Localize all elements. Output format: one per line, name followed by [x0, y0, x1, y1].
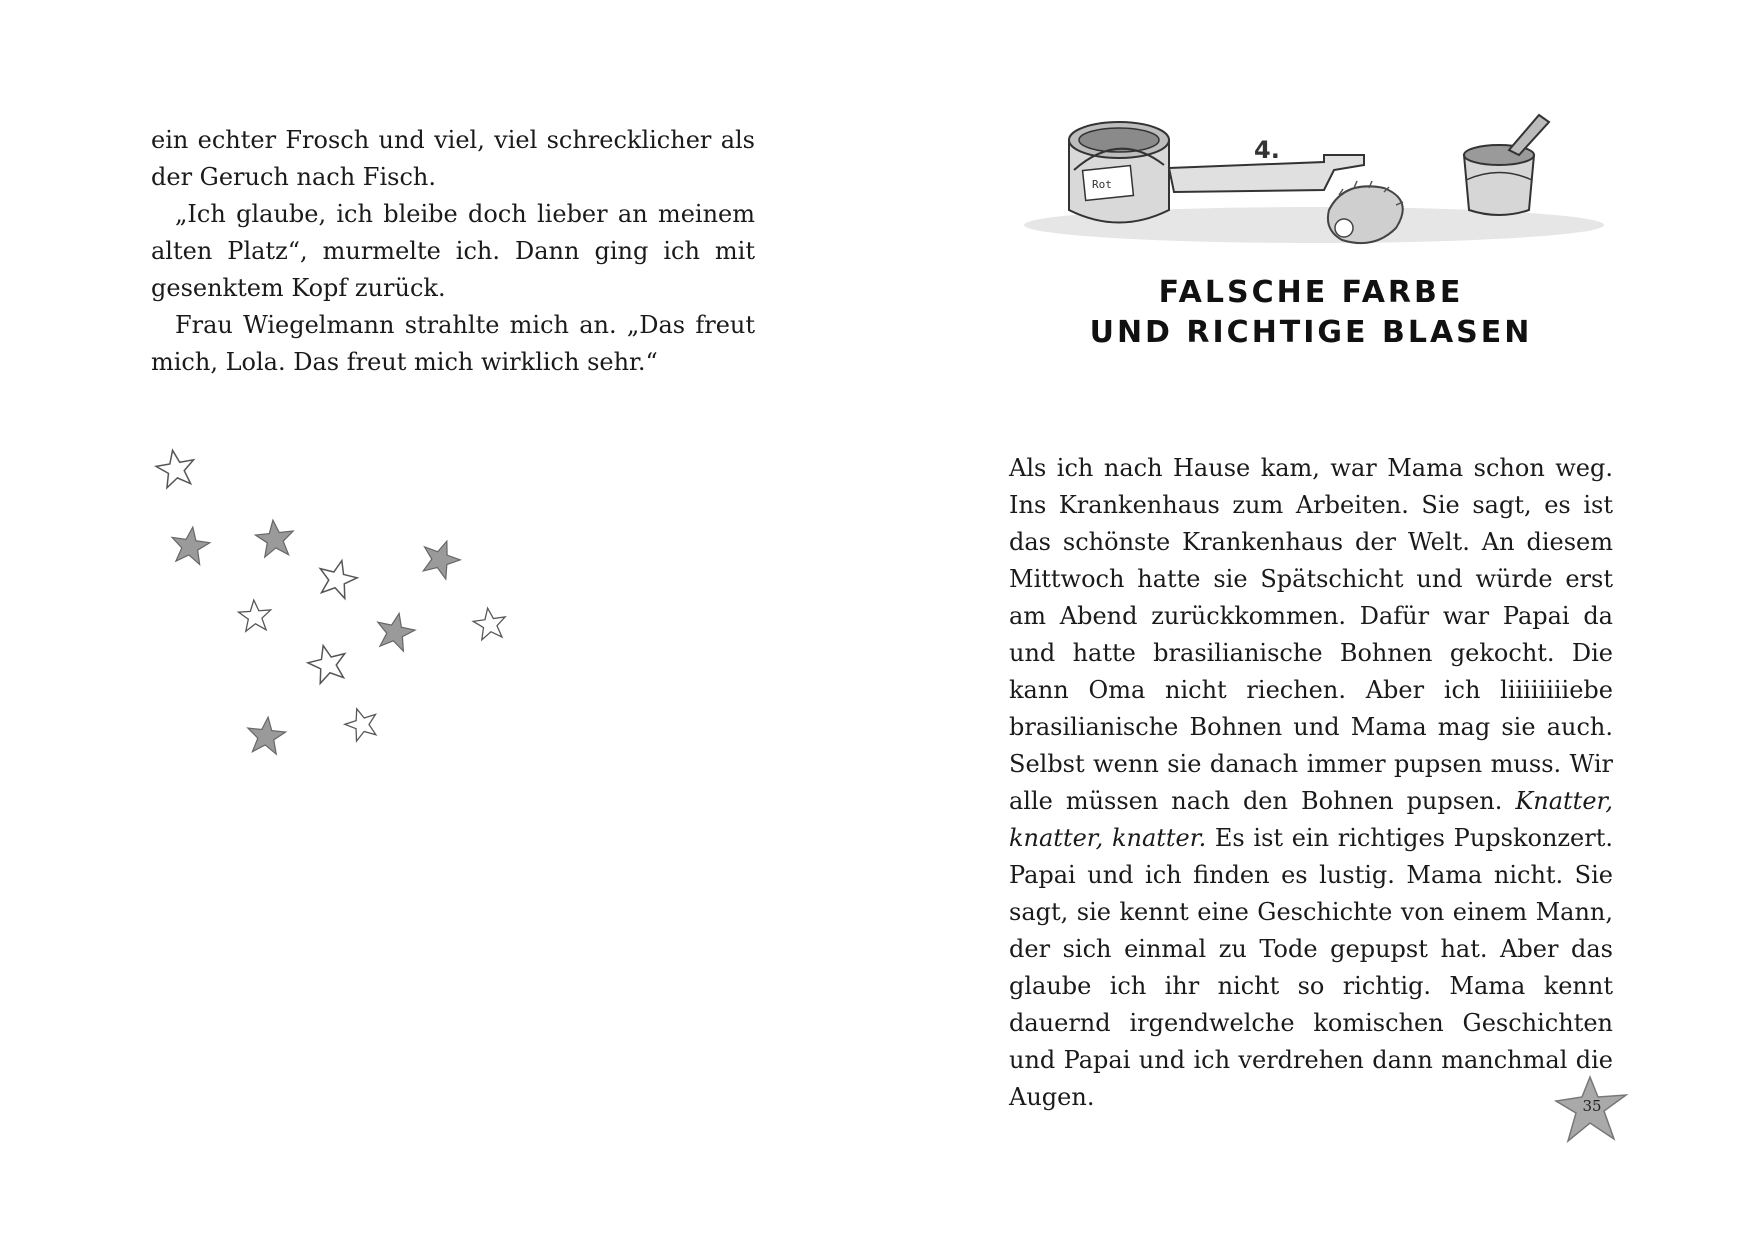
star-icon: [254, 518, 296, 558]
page-number-badge: [1552, 1075, 1632, 1145]
left-paragraph-1: ein echter Frosch und viel, viel schrecklicher als der Geruch nach Fisch.: [151, 126, 755, 191]
star-icon: [373, 609, 418, 652]
body-text-part-2: Es ist ein richtiges Pupskonzert. Papai und ich finden es lustig. Mama nicht. Sie sagt, sie kennt eine Geschichte von einem Mann, der sich einmal zu Tode gepupst hat. Aber das glaube ich ihr nicht so richtig. Mama kennt dauernd irgendwelche komischen Geschichten und Papai und ich verdrehen dann manchmal die Augen.: [1009, 824, 1613, 1111]
right-page-text: [1009, 450, 1613, 1116]
body-text-part-1: Als ich nach Hause kam, war Mama schon weg. Ins Krankenhaus zum Arbeiten. Sie sagt, es ist das schönste Krankenhaus der Welt. An diesem Mittwoch hatte sie Spätschicht und würde erst am Abend zurückkommen. Dafür war Papai da und hatte brasilianische Bohnen gekocht. Die kann Oma nicht riechen. Aber ich liiiiiiiiebe brasilianische Bohnen und Mama mag sie auch. Selbst wenn sie danach immer pupsen muss. Wir alle müssen nach den Bohnen pupsen.: [1009, 454, 1613, 815]
star-icon: [305, 641, 351, 685]
star-icon: [169, 525, 212, 566]
body-text-italic: Knatter, knatter, knatter.: [1009, 787, 1613, 852]
star-icon: [315, 556, 361, 600]
paint-can-label: Rot: [1092, 178, 1112, 191]
star-icon: [154, 447, 198, 489]
paint-cans-illustration: [1024, 110, 1624, 270]
star-icon: [472, 606, 508, 641]
page-number: 35: [1582, 1097, 1602, 1115]
left-page-text: [151, 122, 755, 381]
chapter-title-line-1: FALSCHE FARBE: [1158, 275, 1464, 310]
star-icon: [245, 715, 287, 755]
right-page: [874, 0, 1748, 1240]
star-icon: [341, 704, 381, 743]
star-icon: [238, 599, 272, 632]
chapter-title: [874, 272, 1748, 362]
left-paragraph-3: Frau Wiegelmann strahlte mich an. „Das freut mich, Lola. Das freut mich wirklich sehr.“: [151, 311, 755, 376]
chapter-number: 4.: [1254, 136, 1280, 164]
left-paragraph-2: „Ich glaube, ich bleibe doch lieber an meinem alten Platz“, murmelte ich. Dann ging ich mit gesenktem Kopf zurück.: [151, 200, 755, 302]
decorative-stars-illustration: [140, 440, 540, 770]
chapter-title-line-2: UND RICHTIGE BLASEN: [1089, 315, 1533, 350]
paint-can-icon: [1069, 122, 1169, 223]
small-paint-can-icon: [1464, 115, 1549, 215]
star-icon: [417, 535, 465, 582]
right-paragraph-1: [1009, 450, 1613, 1116]
